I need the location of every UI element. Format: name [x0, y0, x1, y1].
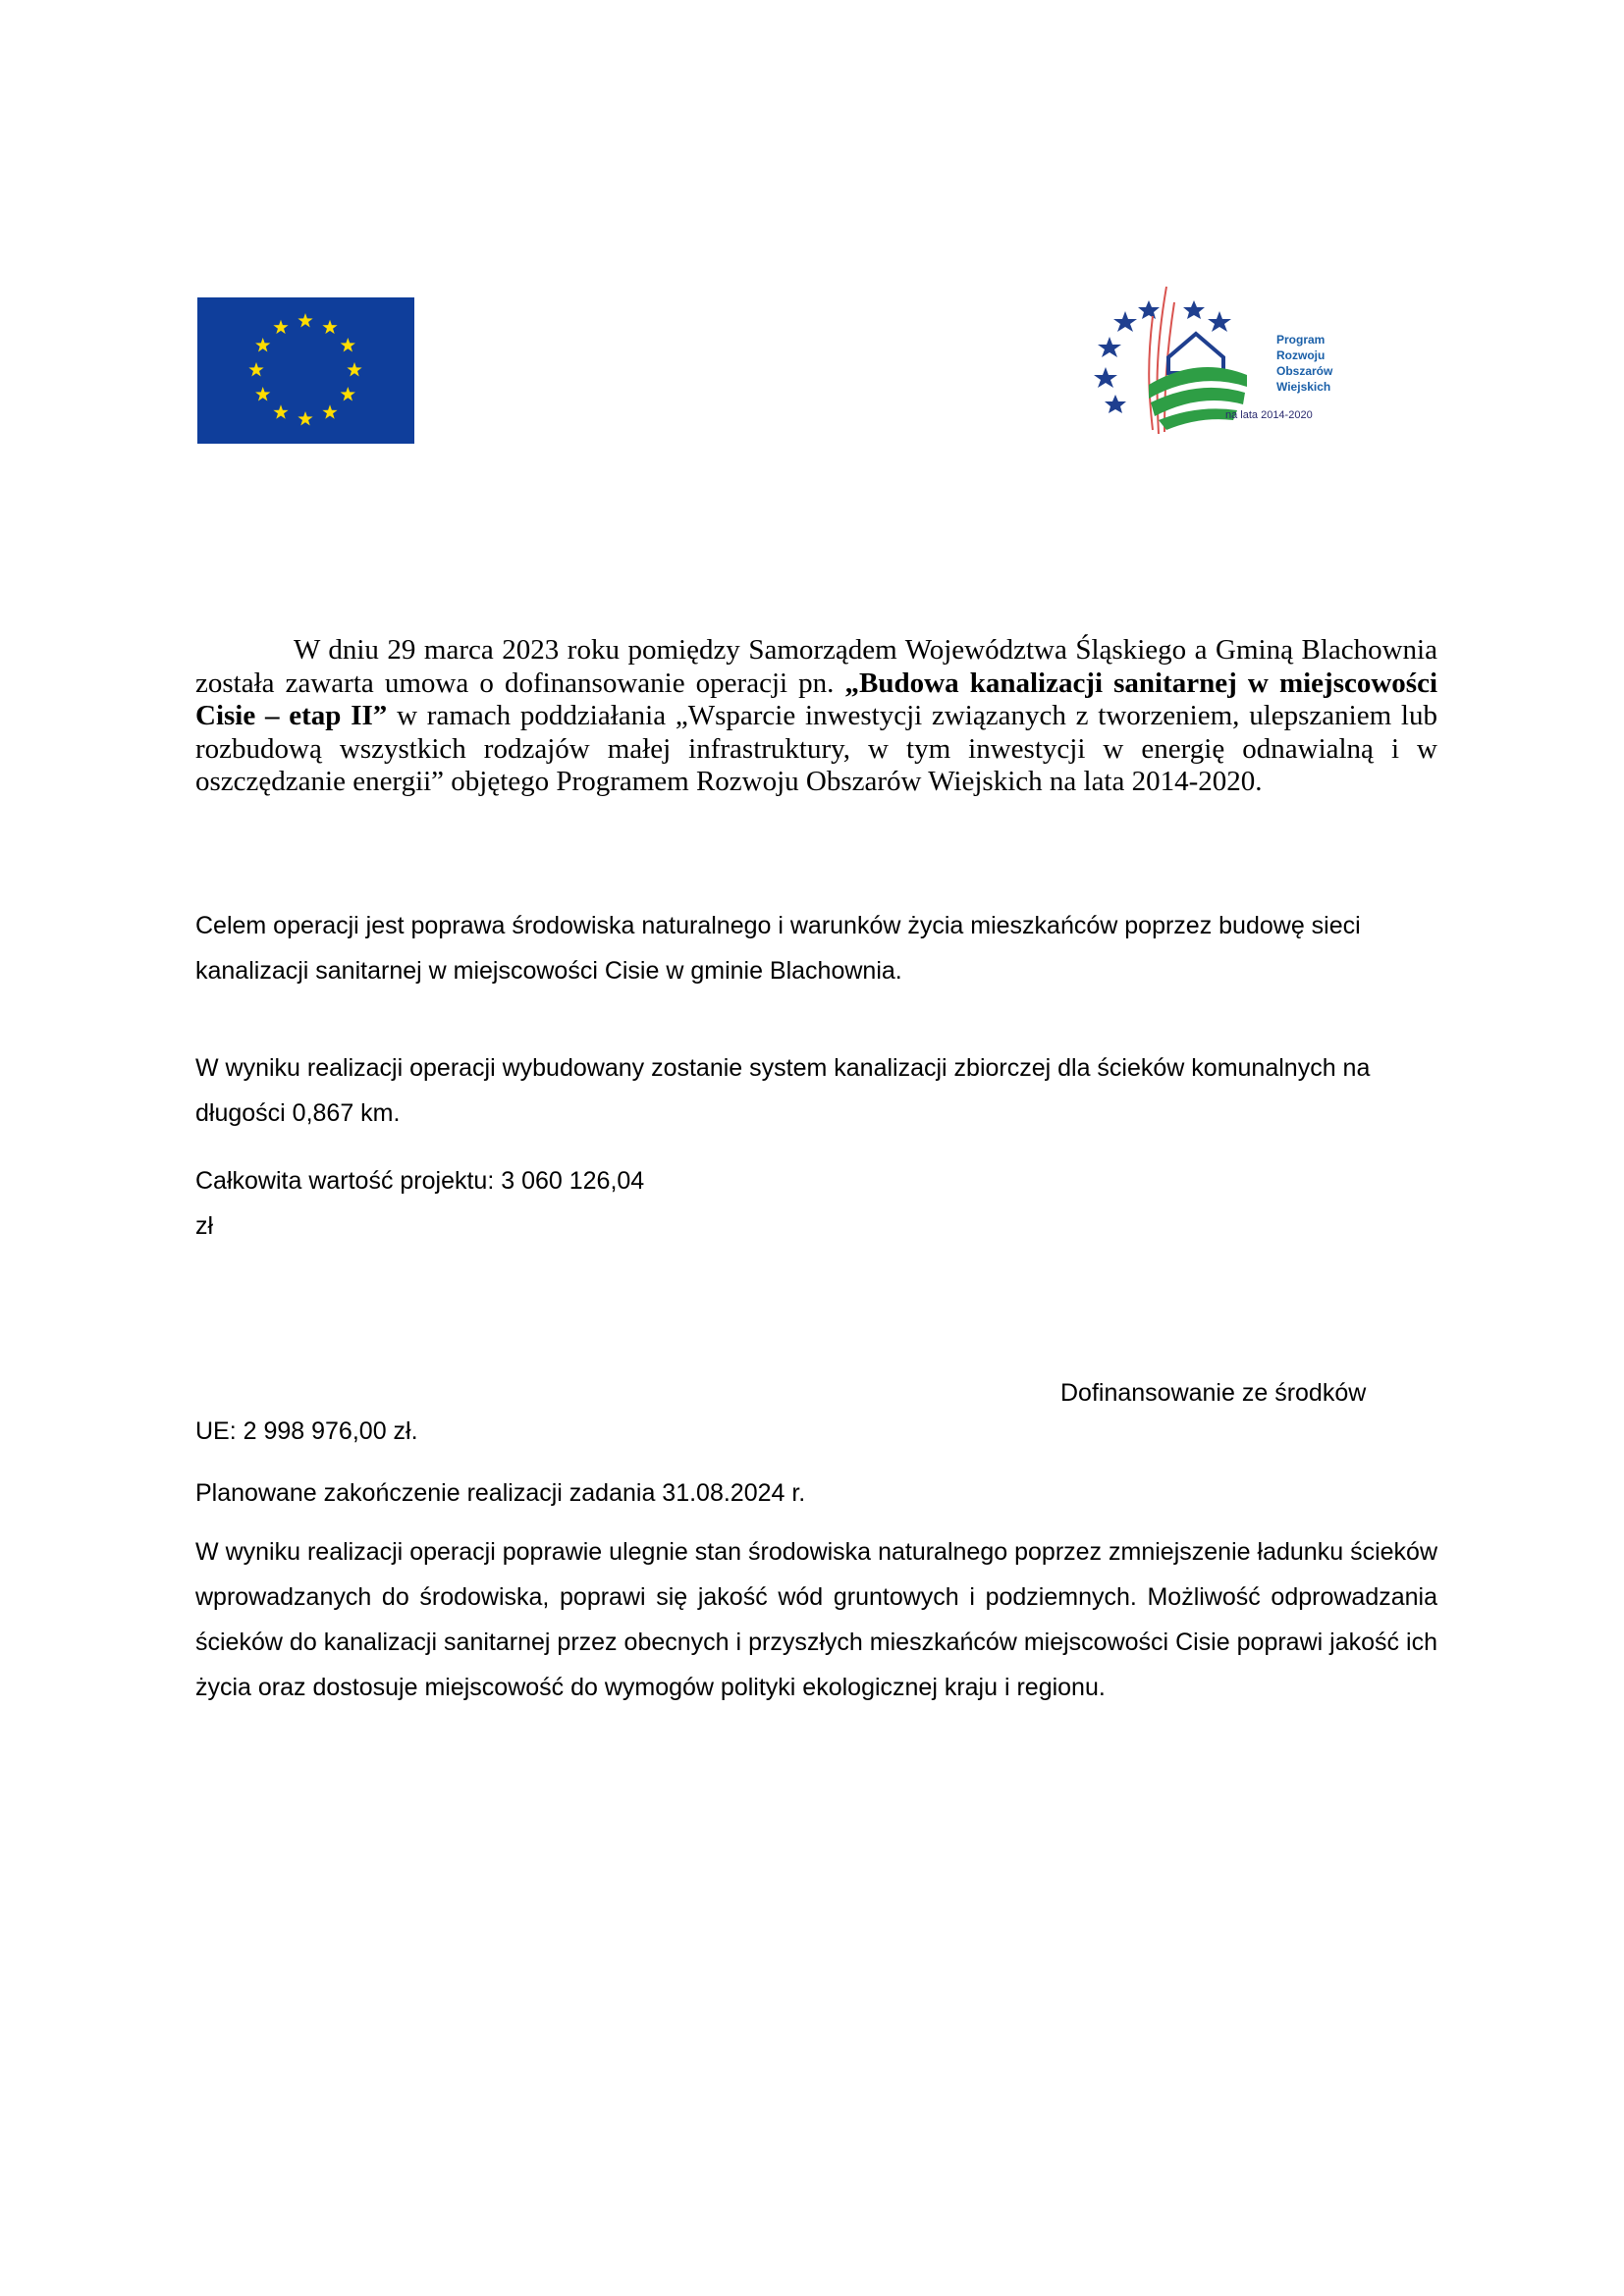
prow-logo: [1090, 277, 1341, 438]
eu-star-icon: [322, 320, 337, 334]
total-value-line-1: Całkowita wartość projektu: 3 060 126,04: [195, 1167, 645, 1195]
eu-stars-icon: [197, 297, 414, 444]
total-value: [195, 1158, 785, 1249]
effect-paragraph: W wyniku realizacji operacji poprawie ulegnie stan środowiska naturalnego poprzez zmniejszenie ładunku ścieków wprowadzanych do środowiska, poprawi się jakość wód gruntowych i podziemnych. Możliwość odprowadzania ścieków do kanalizacji sanitarnej przez obecnych i przyszłych mieszkańców miejscowości Cisie poprawi jakość ich życia oraz dostosuje miejscowość do wymogów polityki ekologicznej kraju i regionu.: [195, 1538, 1437, 1701]
cofinancing-label: Dofinansowanie ze środków: [1060, 1379, 1367, 1407]
prow-line-4: Wiejskich: [1276, 380, 1331, 394]
prow-line-2: Rozwoju: [1276, 348, 1326, 362]
intro-paragraph: [195, 634, 1437, 799]
goal-paragraph: Celem operacji jest poprawa środowiska naturalnego i warunków życia mieszkańców poprzez budowę sieci kanalizacji sanitarnej w miejscowości Cisie w gminie Blachownia.: [195, 912, 1361, 985]
eu-star-icon: [341, 387, 355, 400]
eu-star-icon: [347, 362, 361, 376]
intro-part-2: w ramach poddziałania „Wsparcie inwestycji związanych z tworzeniem, ulepszaniem lub rozbudową wszystkich rodzajów małej infrastruktury, w tym inwestycji w energię odnawialną i w oszczędzanie energii” objętego Programem Rozwoju Obszarów Wiejskich na lata 2014-2020.: [195, 700, 1437, 797]
total-value-line-2: zł: [195, 1212, 214, 1240]
intro-part-1: W dniu 29 marca 2023 roku pomiędzy Samorządem Województwa Śląskiego a Gminą Blachownia została zawarta umowa o dofinansowanie operacji pn.: [195, 634, 1437, 699]
prow-line-1: Program: [1276, 333, 1326, 347]
eu-star-icon: [273, 404, 288, 418]
eu-star-icon: [341, 338, 355, 351]
prow-line-3: Obszarów: [1276, 364, 1333, 378]
eu-star-icon: [255, 338, 270, 351]
eu-star-icon: [322, 404, 337, 418]
eu-flag-logo: [197, 297, 414, 444]
eu-star-icon: [298, 313, 312, 327]
result-paragraph: W wyniku realizacji operacji wybudowany zostanie system kanalizacji zbiorczej dla ścieków komunalnych na długości 0,867 km.: [195, 1054, 1371, 1127]
cofinancing-amount: UE: 2 998 976,00 zł.: [195, 1417, 418, 1445]
prow-logo-text: [1276, 332, 1332, 395]
intro-operation-title: „Budowa kanalizacji sanitarnej w miejscowości Cisie – etap II”: [195, 667, 1438, 731]
planned-end: Planowane zakończenie realizacji zadania 31.08.2024 r.: [195, 1479, 806, 1507]
eu-star-icon: [255, 387, 270, 400]
eu-star-icon: [298, 411, 312, 425]
eu-star-icon: [273, 320, 288, 334]
eu-star-icon: [248, 362, 263, 376]
prow-years: na lata 2014-2020: [1225, 409, 1313, 421]
